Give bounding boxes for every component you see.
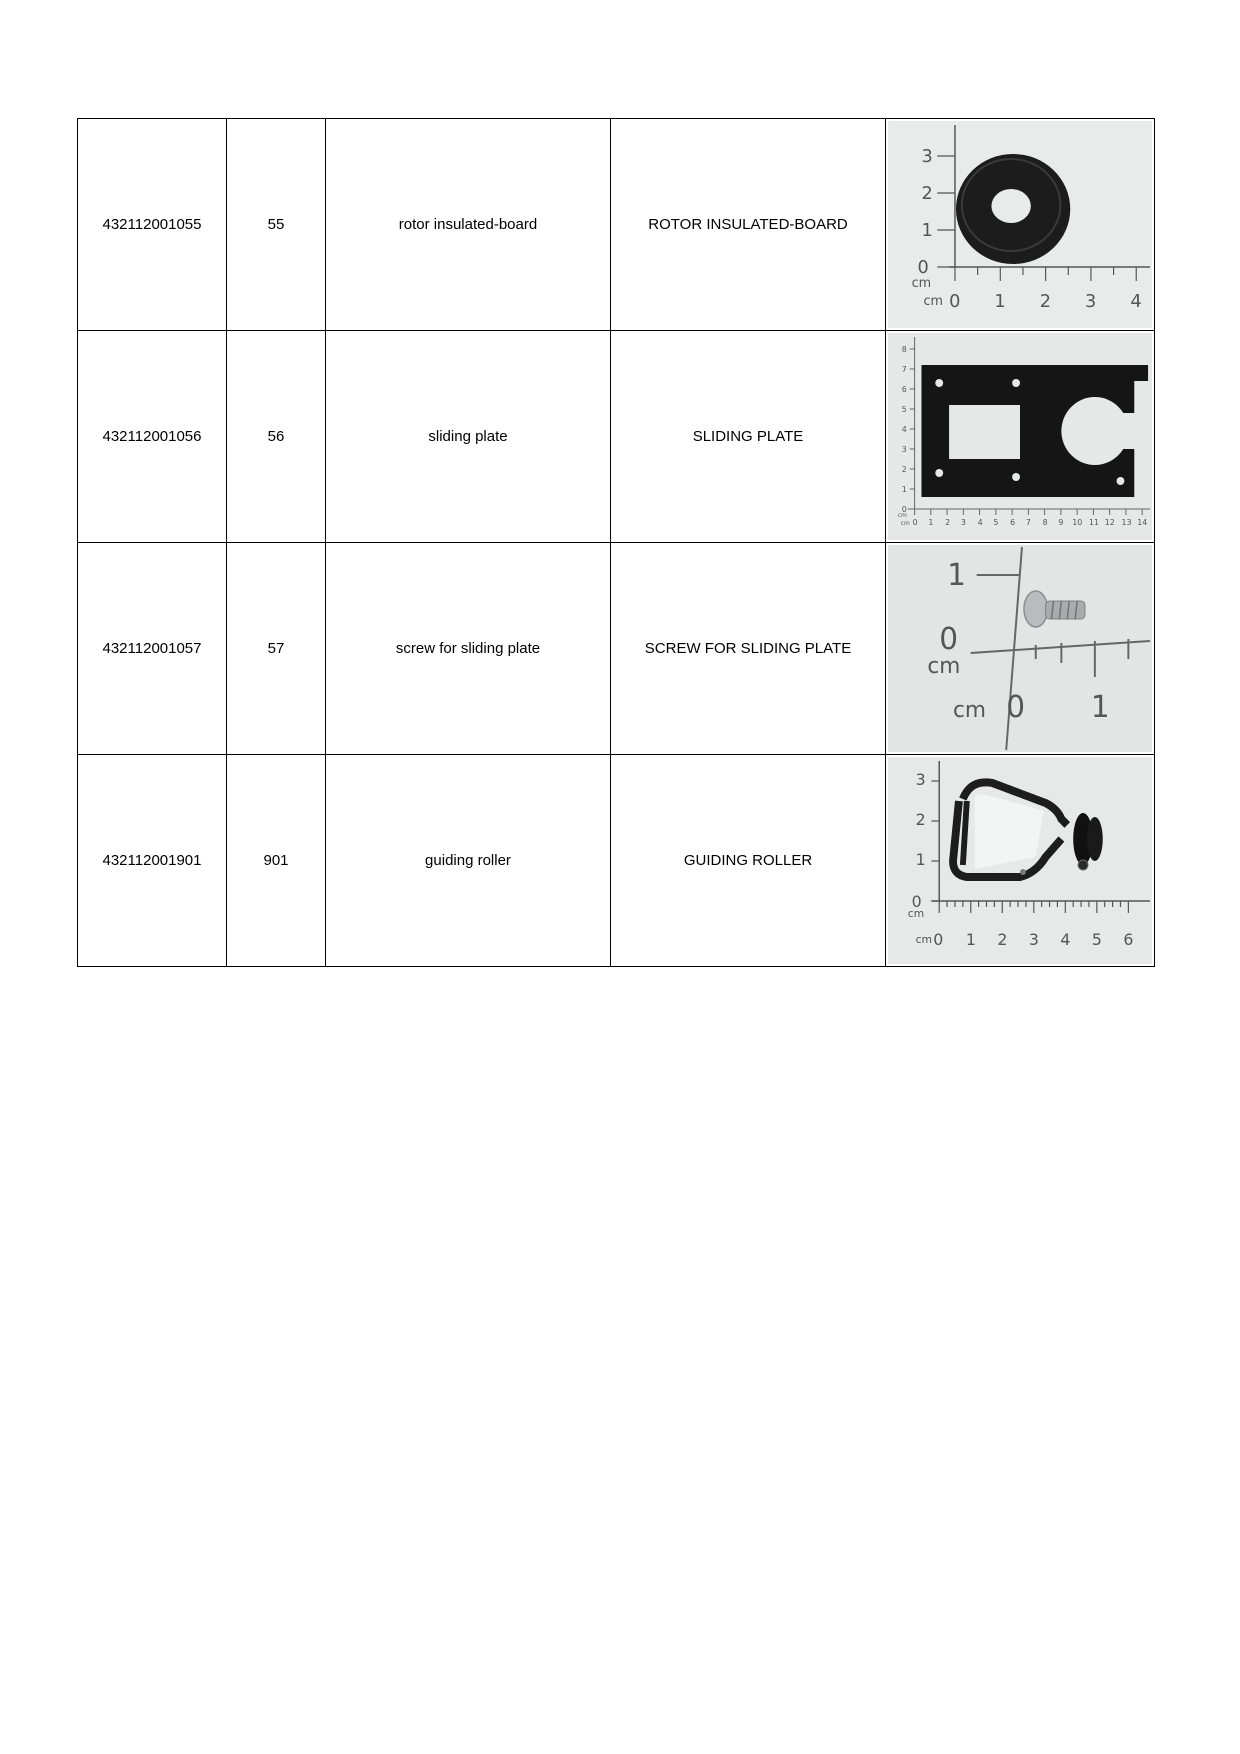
ruler-tick-label: 8 <box>901 344 907 355</box>
ruler-tick-label: 2 <box>997 929 1008 950</box>
ruler-tick-label: 2 <box>915 809 926 830</box>
position-number: 56 <box>227 331 326 543</box>
article-number: 432112001055 <box>78 119 227 331</box>
parts-table <box>77 118 1155 967</box>
part-name: guiding roller <box>326 755 611 967</box>
ruler-tick-label: 6 <box>1123 929 1134 950</box>
part-name-uppercase: ROTOR INSULATED-BOARD <box>611 119 886 331</box>
position-number: 57 <box>227 543 326 755</box>
ruler-tick-label: 3 <box>921 145 933 168</box>
part-name: rotor insulated-board <box>326 119 611 331</box>
ruler-tick-label: 2 <box>945 517 951 528</box>
part-name: sliding plate <box>326 331 611 543</box>
ruler-tick-label: 0 <box>901 504 907 515</box>
ruler-tick-label: 10 <box>1072 517 1083 528</box>
table-row <box>78 543 1155 755</box>
table-row <box>78 755 1155 967</box>
ruler-tick-label: 0 <box>1006 689 1026 726</box>
table-row <box>78 331 1155 543</box>
ruler-unit-label: cm <box>923 293 943 310</box>
guiding-roller-photo <box>888 757 1152 964</box>
position-number: 55 <box>227 119 326 331</box>
ruler-tick-label: 9 <box>1058 517 1064 528</box>
rotor-insulated-board-photo <box>888 121 1152 328</box>
ruler-tick-label: 6 <box>901 384 907 395</box>
part-name: screw for sliding plate <box>326 543 611 755</box>
sliding-plate-photo <box>888 333 1152 540</box>
ruler-tick-label: 5 <box>1091 929 1102 950</box>
ruler-tick-label: 3 <box>960 517 966 528</box>
ruler-tick-label: 0 <box>933 929 944 950</box>
part-photo-cell <box>886 543 1155 755</box>
table-row <box>78 119 1155 331</box>
ruler-unit-label: cm <box>907 906 925 921</box>
part-name-uppercase: SCREW FOR SLIDING PLATE <box>611 543 886 755</box>
ruler-tick-label: 7 <box>901 364 907 375</box>
ruler-tick-label: 1 <box>928 517 934 528</box>
part-photo-cell <box>886 755 1155 967</box>
ruler-unit-label: cm <box>897 511 907 520</box>
ruler-tick-label: 3 <box>915 769 926 790</box>
ruler-tick-label: 4 <box>1060 929 1071 950</box>
article-number: 432112001057 <box>78 543 227 755</box>
ruler-unit-label: cm <box>953 697 987 724</box>
ruler-unit-label: cm <box>911 275 932 292</box>
ruler-tick-label: 2 <box>1039 290 1051 313</box>
ruler-tick-label: 1 <box>1090 689 1110 726</box>
ruler-tick-label: 1 <box>947 557 966 594</box>
ruler-unit-label: cm <box>927 653 961 680</box>
ruler-tick-label: 5 <box>901 404 907 415</box>
ruler-tick-label: 3 <box>901 444 907 455</box>
ruler-unit-label: cm <box>915 932 933 947</box>
article-number: 432112001901 <box>78 755 227 967</box>
ruler-tick-label: 13 <box>1121 517 1132 528</box>
ruler-unit-label: cm <box>900 519 910 528</box>
ruler-tick-label: 0 <box>917 256 929 279</box>
position-number: 901 <box>227 755 326 967</box>
ruler-tick-label: 8 <box>1042 517 1048 528</box>
part-photo-cell <box>886 119 1155 331</box>
ruler-tick-label: 12 <box>1104 517 1115 528</box>
article-number: 432112001056 <box>78 331 227 543</box>
ruler-tick-label: 2 <box>901 464 907 475</box>
ruler-tick-label: 6 <box>1010 517 1016 528</box>
part-name-uppercase: SLIDING PLATE <box>611 331 886 543</box>
ruler-tick-label: 1 <box>994 290 1006 313</box>
ruler-tick-label: 1 <box>915 849 926 870</box>
ruler-tick-label: 1 <box>921 219 933 242</box>
ruler-tick-label: 2 <box>921 182 933 205</box>
screw-photo <box>888 545 1152 752</box>
ruler-tick-label: 0 <box>939 621 959 658</box>
part-name-uppercase: GUIDING ROLLER <box>611 755 886 967</box>
ruler-tick-label: 14 <box>1137 517 1148 528</box>
ruler-tick-label: 4 <box>977 517 983 528</box>
ruler-tick-label: 5 <box>993 517 999 528</box>
ruler-tick-label: 1 <box>965 929 976 950</box>
ruler-tick-label: 0 <box>912 517 918 528</box>
part-photo-cell <box>886 331 1155 543</box>
ruler-tick-label: 4 <box>1130 290 1142 313</box>
ruler-tick-label: 0 <box>949 290 961 313</box>
ruler-tick-label: 0 <box>911 891 922 912</box>
ruler-tick-label: 3 <box>1085 290 1097 313</box>
ruler-tick-label: 7 <box>1025 517 1031 528</box>
ruler-tick-label: 1 <box>901 484 907 495</box>
ruler-tick-label: 4 <box>901 424 907 435</box>
ruler-tick-label: 3 <box>1028 929 1039 950</box>
ruler-tick-label: 11 <box>1088 517 1099 528</box>
